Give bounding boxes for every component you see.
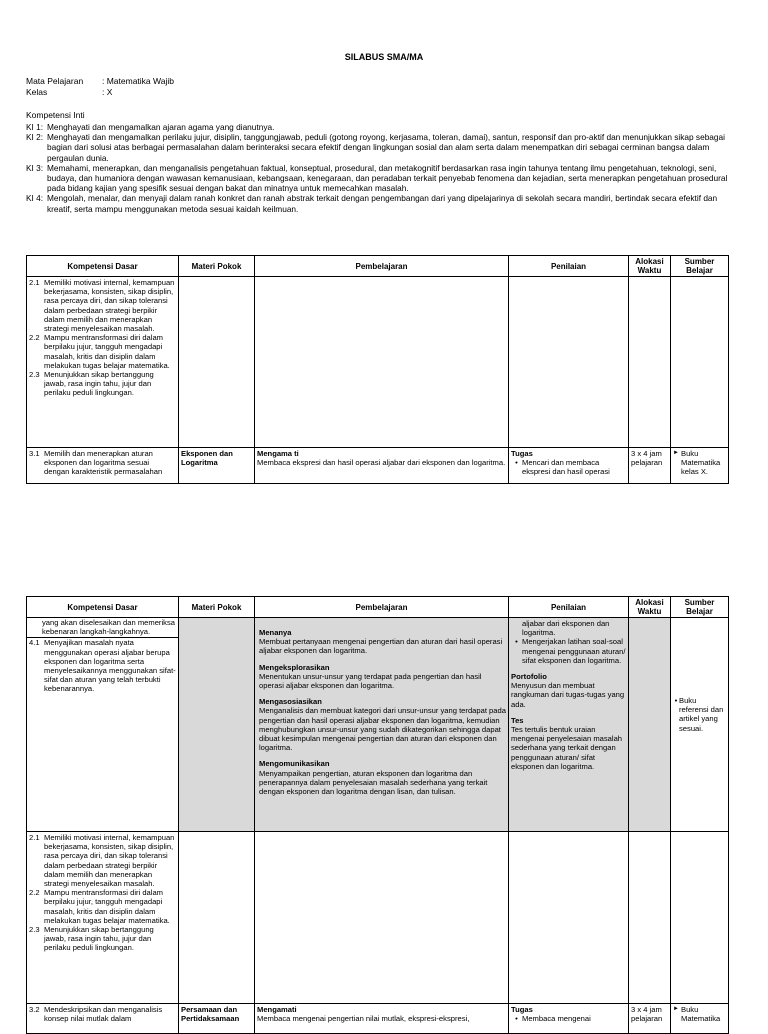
- pembelajaran-cell: [255, 618, 509, 832]
- sumber-text: Buku referensi dan artikel yang sesuai.: [679, 696, 724, 733]
- pembelajaran-heading: Mengomunikasikan: [259, 759, 330, 769]
- penilaian-cell: [509, 832, 629, 1004]
- kd-item: [29, 333, 176, 370]
- penilaian-heading: Tugas: [511, 449, 533, 458]
- alokasi-cell: 3 x 4 jam pelajaran: [629, 1004, 671, 1034]
- meta-value: : Matematika Wajib: [102, 76, 174, 86]
- ki-num: KI 4:: [26, 193, 44, 204]
- kd-cell: [27, 277, 179, 448]
- header-pembelajaran: Pembelajaran: [255, 256, 509, 277]
- pembelajaran-heading: Mengeksplorasikan: [259, 662, 330, 672]
- pembelajaran-heading: Mengamati: [257, 1005, 297, 1014]
- kd-item: [29, 370, 176, 398]
- bullet-icon: •: [674, 696, 678, 705]
- header-pembelajaran: Pembelajaran: [255, 597, 509, 618]
- penilaian-cell: [509, 448, 629, 484]
- alokasi-cell: [629, 618, 671, 832]
- header-materi: Materi Pokok: [179, 256, 255, 277]
- table-row: [27, 618, 729, 832]
- penilaian-text: Tes tertulis bentuk uraian mengenai penyelesaian masalah sederhana yang terkait dengan penggunaan aturan/ sifat eksponen dan logaritma.: [511, 725, 623, 771]
- sumber-item: [673, 696, 726, 733]
- alokasi-cell: [629, 832, 671, 1004]
- kd-text: Mendeskripsikan dan menganalisis konsep nilai mutlak dalam: [44, 1005, 163, 1024]
- ki-num: KI 2:: [26, 132, 44, 143]
- table-row: [27, 277, 729, 448]
- kd-cell: [27, 448, 179, 484]
- penilaian-cell: [509, 1004, 629, 1034]
- meta-subject: [26, 76, 174, 87]
- kd-continuation: yang akan diselesaikan dan memeriksa kebenaran langkah-langkahnya.: [27, 618, 178, 638]
- ki-heading: Kompetensi Inti: [26, 110, 85, 120]
- header-kd: Kompetensi Dasar: [27, 256, 179, 277]
- penilaian-heading: Portofolio: [511, 672, 547, 682]
- table-row: [27, 448, 729, 484]
- meta-label: Kelas: [26, 87, 48, 97]
- triangle-bullet-icon: ►: [673, 1006, 679, 1012]
- pembelajaran-cell: [255, 832, 509, 1004]
- penilaian-bullet: [511, 637, 626, 665]
- kd-text: Memilih dan menerapkan aturan eksponen dan logaritma sesuai dengan karakteristik permasalahan: [44, 449, 163, 477]
- kd-num: 3.2: [29, 1005, 40, 1014]
- kd-text: Mampu mentransformasi diri dalam berpilaku jujur, tangguh mengadapi masalah, kritis dan disiplin dalam melakukan tugas belajar matematika.: [44, 888, 170, 925]
- bullet-icon: •: [515, 458, 518, 468]
- pembelajaran-text: Menganalisis dan membuat kategori dari unsur-unsur yang terdapat pada pengertian dan hasil operasi aljabar eksponen dan logaritma, kemudian menghubungkan unsur-unsur yang sudah dikategorikan sehingga dapat dibuat kesimpulan mengenai pengertian dan aturan dari eksponen dan logaritma.: [259, 706, 506, 753]
- sumber-cell: [671, 1004, 729, 1034]
- alokasi-cell: 3 x 4 jam pelajaran: [629, 448, 671, 484]
- header-penilaian: Penilaian: [509, 597, 629, 618]
- bullet-icon: •: [515, 637, 518, 647]
- materi-cell: Persamaan dan Pertidaksamaan: [179, 1004, 255, 1034]
- ki-text: Menghayati dan mengamalkan perilaku jujur, disiplin, tanggungjawab, peduli (gotong royong, kerjasama, toleran, damai), santun, responsif dan pro-aktif dan menunjukkan sikap sebagai bagian dari solusi atas berbagai permasalahan dalam berinteraksi secara efektif dengan lingkungan sosial dan alam serta dalam menempatkan diri sebagai cerminan bangsa dalam pergaulan dunia.: [47, 132, 725, 163]
- pembelajaran-cell: [255, 277, 509, 448]
- bullet-text: Mencari dan membaca ekspresi dan hasil operasi: [522, 458, 610, 477]
- sumber-cell: [671, 448, 729, 484]
- penilaian-bullet: [511, 1014, 626, 1023]
- pembelajaran-text: Membaca mengenai pengertian nilai mutlak, ekspresi-ekspresi,: [257, 1014, 470, 1024]
- syllabus-table-page-2: [26, 596, 729, 1034]
- kd-item: [29, 925, 176, 953]
- pembelajaran-heading: Mengama ti: [257, 449, 299, 458]
- meta-class: [26, 87, 112, 98]
- alokasi-cell: [629, 277, 671, 448]
- kd-text: Menyajikan masalah nyata menggunakan operasi aljabar berupa eksponen dan logaritma serta menyelesaikannya menggunakan sifat- sifat dan aturan yang telah terbukti kebenarannya.: [44, 638, 176, 694]
- header-alokasi: Alokasi Waktu: [629, 597, 671, 618]
- penilaian-heading: Tugas: [511, 1005, 533, 1014]
- materi-cell: [179, 277, 255, 448]
- materi-cell: [179, 832, 255, 1004]
- pembelajaran-text: Menyampaikan pengertian, aturan eksponen dan logaritma dan penerapannya dalam penyelesaian masalah sederhana yang terkait dengan eksponen dan logaritma dengan lisan, dan tulisan.: [259, 768, 488, 797]
- header-penilaian: Penilaian: [509, 256, 629, 277]
- kd-text: Memiliki motivasi internal, kemampuan bekerjasama, konsisten, sikap disiplin, rasa percaya diri, dan sikap toleransi dalam perbedaan strategi berpikir dalam memilih dan menerapkan strategi menyelesaikan masalah.: [44, 278, 175, 334]
- ki-item: [26, 193, 736, 213]
- pembelajaran-heading: Menanya: [259, 628, 292, 637]
- bullet-text: Mengerjakan latihan soal-soal mengenai penggunaan aturan/ sifat eksponen dan logaritma.: [522, 637, 626, 665]
- pembelajaran-text: Membaca ekspresi dan hasil operasi aljabar dari eksponen dan logaritma.: [257, 458, 506, 468]
- syllabus-table-page-1: [26, 255, 729, 484]
- kd-cell: [27, 618, 179, 832]
- bullet-text: Membaca mengenai: [522, 1014, 591, 1024]
- kd-cell: [27, 1004, 179, 1034]
- kd-num: 3.1: [29, 449, 40, 458]
- kd-item: [29, 888, 176, 925]
- ki-item: [26, 132, 736, 163]
- header-sumber: Sumber Belajar: [671, 597, 729, 618]
- kd-item: [29, 1005, 176, 1023]
- kd-num: 2.2: [29, 333, 40, 343]
- kd-num: 2.3: [29, 370, 40, 380]
- ki-text: Menghayati dan mengamalkan ajaran agama yang dianutnya.: [47, 122, 275, 132]
- ki-text: Mengolah, menalar, dan menyaji dalam ranah konkret dan ranah abstrak terkait dengan pengembangan dari yang dipelajarinya di sekolah secara mandiri, bertindak secara efektif dan kreatif, serta mampu menggunakan metoda sesuai kaidah keilmuan.: [47, 193, 718, 214]
- ki-list: [26, 122, 736, 214]
- pembelajaran-cell: [255, 1004, 509, 1034]
- meta-value: : X: [102, 87, 113, 97]
- kd-num: 2.1: [29, 833, 40, 842]
- penilaian-cell: [509, 618, 629, 832]
- kd-text: Menunjukkan sikap bertanggung jawab, rasa ingin tahu, jujur dan perilaku peduli lingkungan.: [44, 925, 154, 953]
- kd-item: [29, 638, 176, 693]
- kd-item: [29, 833, 176, 888]
- penilaian-bullet: [511, 458, 626, 476]
- kd-num: 2.3: [29, 925, 40, 935]
- ki-num: KI 1:: [26, 122, 44, 132]
- sumber-text: Buku Matematika: [681, 1005, 721, 1024]
- penilaian-continuation: aljabar dari eksponen dan logaritma.: [522, 619, 610, 638]
- document-title: SILABUS SMA/MA: [344, 52, 424, 62]
- penilaian-heading: Tes: [511, 715, 524, 725]
- kd-num: 2.2: [29, 888, 40, 898]
- header-sumber: Sumber Belajar: [671, 256, 729, 277]
- table-row: [27, 1004, 729, 1034]
- table-row: [27, 832, 729, 1004]
- sumber-item: [673, 449, 726, 477]
- kd-num: 4.1: [29, 638, 40, 648]
- triangle-bullet-icon: ►: [673, 450, 679, 456]
- header-materi: Materi Pokok: [179, 597, 255, 618]
- pembelajaran-heading: Mengasosiasikan: [259, 697, 322, 707]
- pembelajaran-cell: [255, 448, 509, 484]
- ki-num: KI 3:: [26, 162, 44, 173]
- materi-cell: [179, 618, 255, 832]
- sumber-cell: [671, 618, 729, 832]
- sumber-item: [673, 1005, 726, 1023]
- pembelajaran-text: Membuat pertanyaan mengenai pengertian dan aturan dari hasil operasi aljabar eksponen dan logaritma.: [259, 637, 503, 656]
- sumber-text: Buku Matematika kelas X.: [681, 449, 721, 477]
- materi-cell: Eksponen dan Logaritma: [179, 448, 255, 484]
- ki-item: [26, 163, 736, 194]
- kd-item: [29, 449, 176, 477]
- penilaian-text: Menyusun dan membuat rangkuman dari tugas-tugas yang ada.: [511, 681, 625, 709]
- sumber-cell: [671, 277, 729, 448]
- header-alokasi: Alokasi Waktu: [629, 256, 671, 277]
- pembelajaran-text: Menentukan unsur-unsur yang terdapat pada pengertian dan hasil operasi aljabar eksponen dan logaritma.: [259, 671, 482, 691]
- bullet-icon: •: [515, 1014, 518, 1024]
- penilaian-cell: [509, 277, 629, 448]
- kd-cell: [27, 832, 179, 1004]
- meta-label: Mata Pelajaran: [26, 76, 84, 86]
- kd-text: Menunjukkan sikap bertanggung jawab, rasa ingin tahu, jujur dan perilaku peduli lingkungan.: [44, 370, 154, 398]
- kd-num: 2.1: [29, 278, 40, 287]
- ki-text: Memahami, menerapkan, dan menganalisis pengetahuan faktual, konseptual, prosedural, dan metakognitif berdasarkan rasa ingin tahunya tentang ilmu pengetahuan, teknologi, seni, budaya, dan humaniora dengan wawasan kemanusiaan, kebangsaan, kenegaraan, dan peradaban terkait penyebab fenomena dan kejadian, serta menerapkan pengetahuan prosedural pada bidang kajian yang spesifik sesuai dengan bakat dan minatnya untuk memecahkan masalah.: [47, 162, 728, 194]
- ki-item: [26, 122, 736, 132]
- header-kd: Kompetensi Dasar: [27, 597, 179, 618]
- kd-item: [29, 278, 176, 333]
- kd-text: Memiliki motivasi internal, kemampuan bekerjasama, konsisten, sikap disiplin, rasa percaya diri, dan sikap toleransi dalam perbedaan strategi berpikir dalam memilih dan menerapkan strategi menyelesaikan masalah.: [44, 833, 175, 889]
- kd-text: Mampu mentransformasi diri dalam berpilaku jujur, tangguh mengadapi masalah, kritis dan disiplin dalam melakukan tugas belajar matematika.: [44, 333, 170, 370]
- sumber-cell: [671, 832, 729, 1004]
